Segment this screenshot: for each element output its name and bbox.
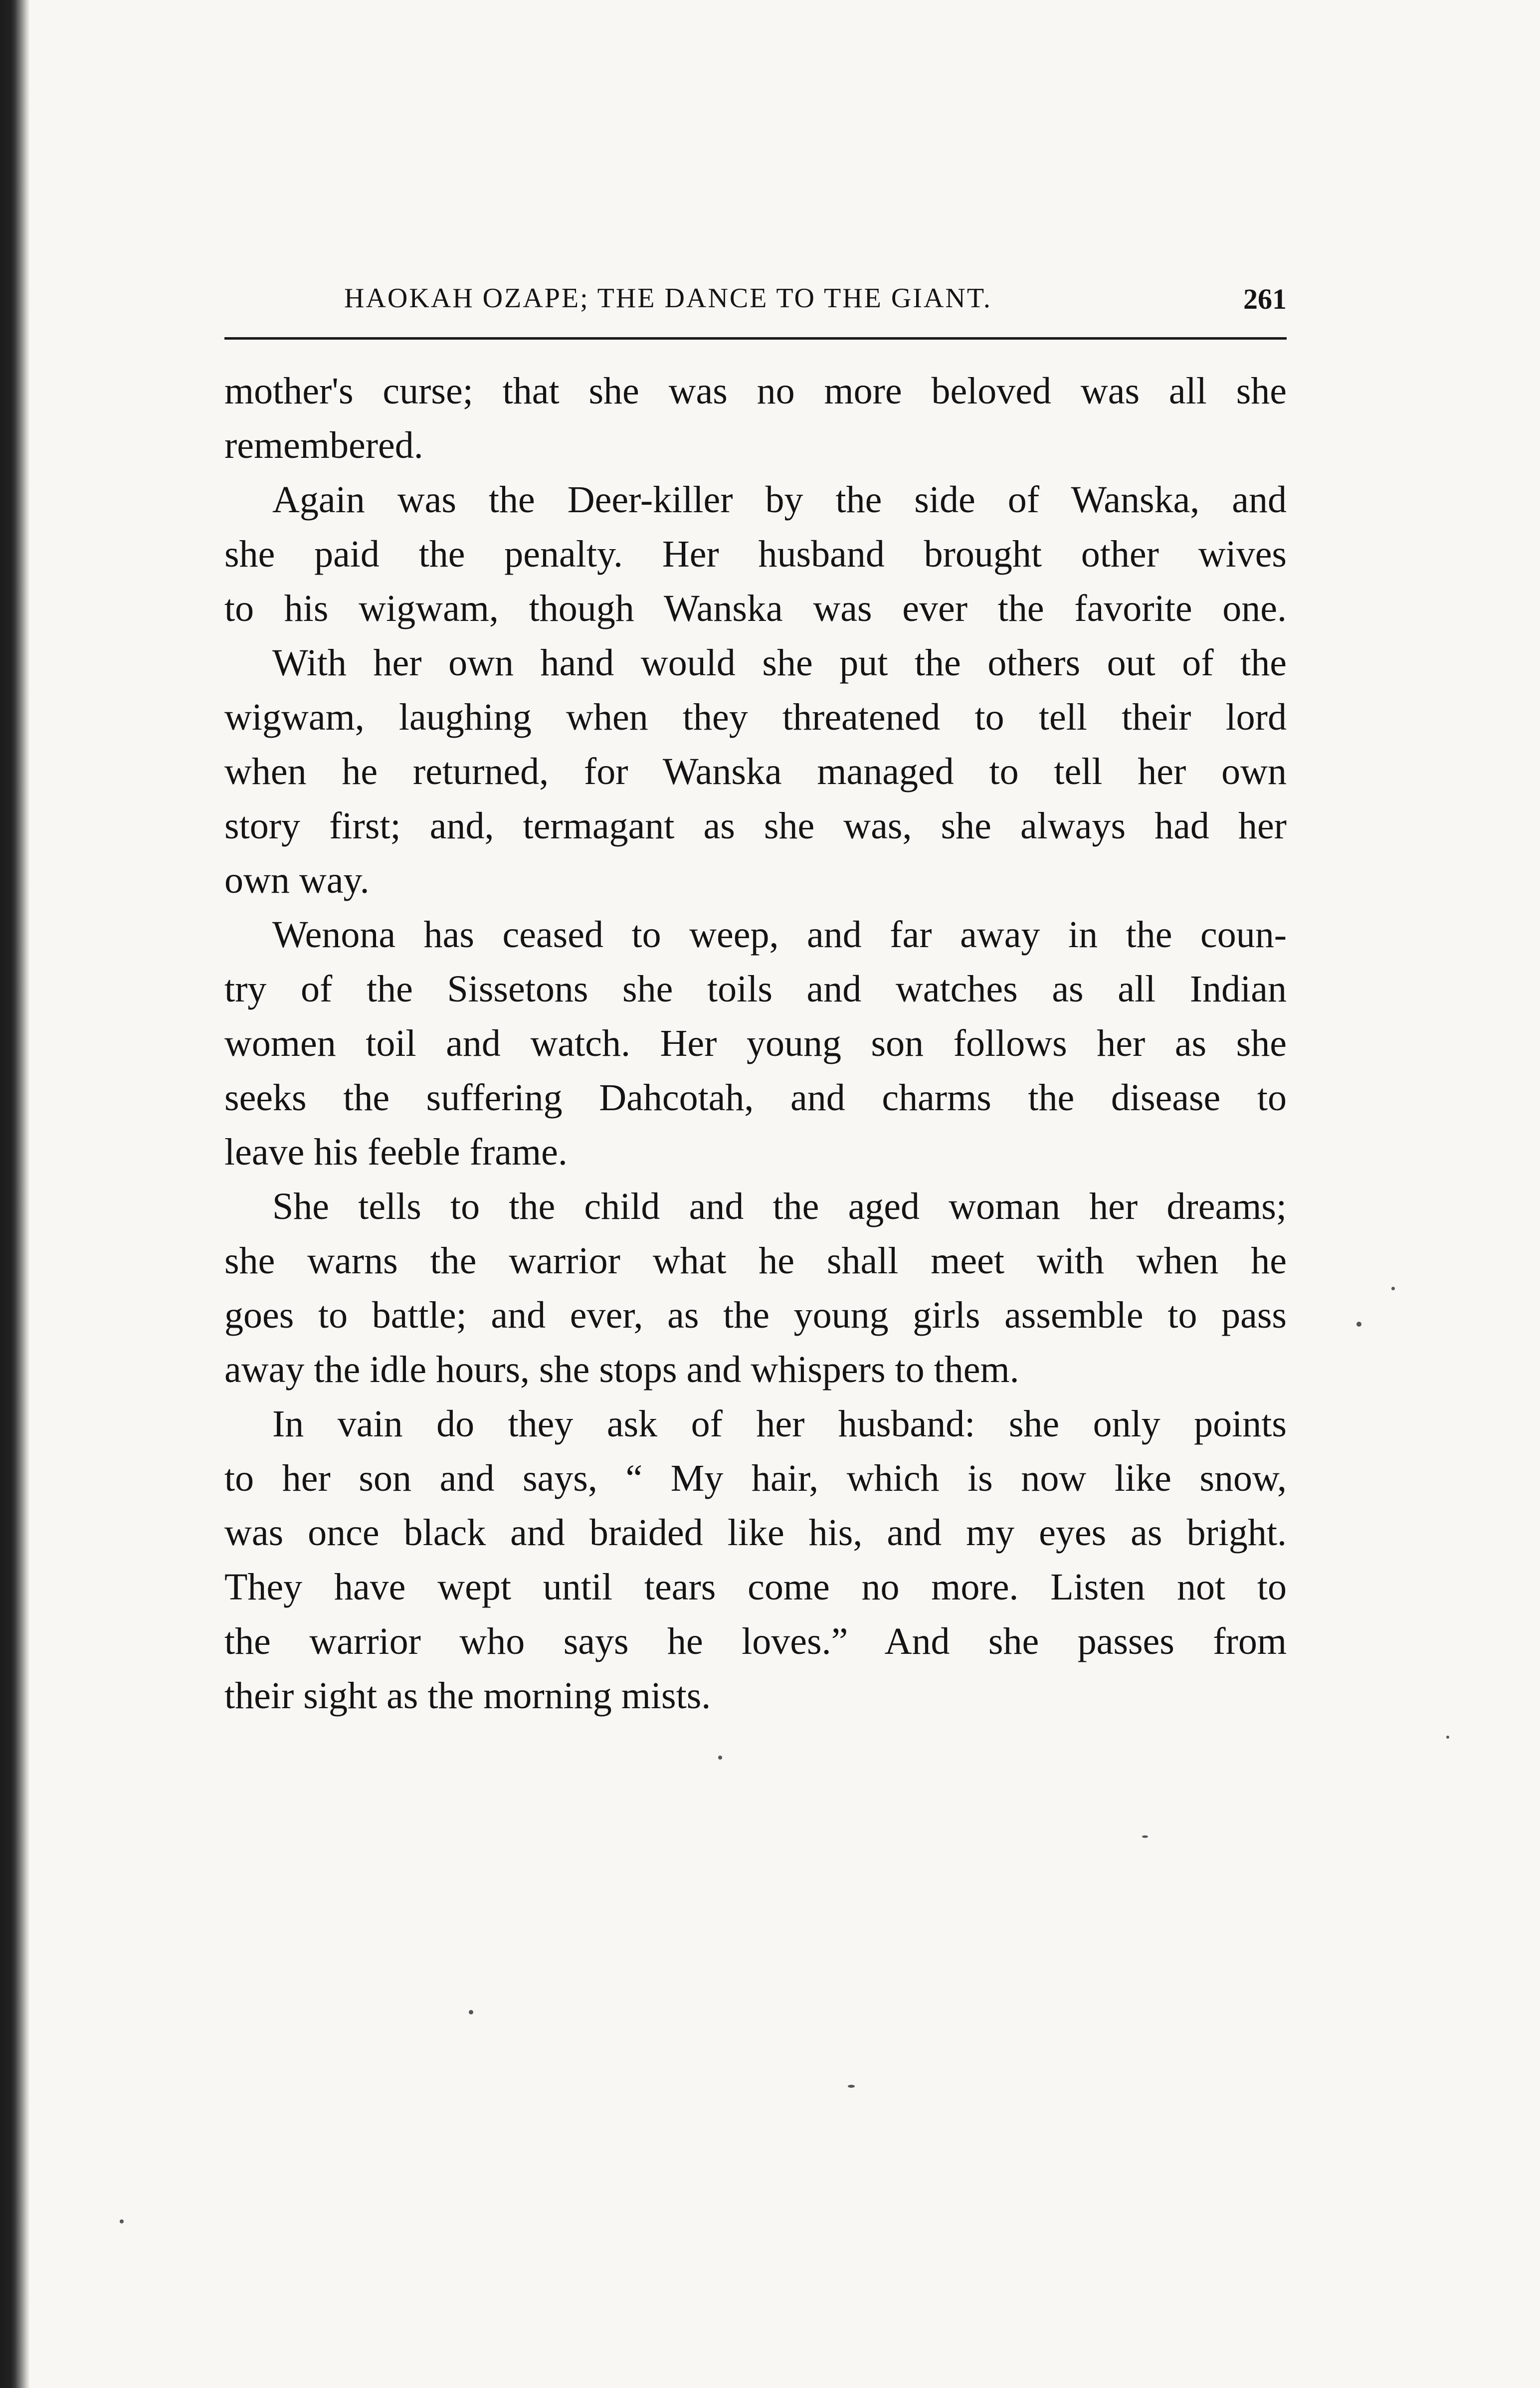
text-line: was once black and braided like his, and my eyes as bright. [224,1512,1287,1554]
running-head [224,269,1287,314]
text-line: women toil and watch. Her young son follows her as she [224,1022,1287,1064]
text-line: try of the Sissetons she toils and watches as all Indian [224,968,1287,1010]
text-line: goes to battle; and ever, as the young girls assemble to pass [224,1294,1287,1336]
text-line: wigwam, laughing when they threatened to tell their lord [224,696,1287,738]
text-line: Again was the Deer-killer by the side of Wanska, and [272,479,1287,521]
text-line: their sight as the morning mists. [224,1675,711,1717]
page-spine-shadow [0,0,30,2388]
text-line: Wenona has ceased to weep, and far away in the coun- [272,914,1287,956]
paper-speck [718,1756,722,1760]
text-line: remembered. [224,424,423,466]
running-head-title: HAOKAH OZAPE; THE DANCE TO THE GIANT. [344,283,992,314]
paper-speck [1391,1287,1395,1290]
paper-speck [469,2010,473,2014]
text-line: to his wigwam, though Wanska was ever the favorite one. [224,588,1287,629]
text-line: own way. [224,859,370,901]
text-line: when he returned, for Wanska managed to tell her own [224,751,1287,793]
text-line: story first; and, termagant as she was, she always had her [224,805,1287,847]
body-text [224,364,1287,1723]
page-number: 261 [1243,283,1287,315]
text-line: She tells to the child and the aged woman her dreams; [272,1186,1287,1227]
text-line: the warrior who says he loves.” And she passes from [224,1620,1287,1662]
text-line: mother's curse; that she was no more beloved was all she [224,370,1287,412]
paper-speck [120,2219,124,2223]
text-line: In vain do they ask of her husband: she only points [272,1403,1287,1445]
paper-speck [1356,1322,1361,1327]
header-rule [224,337,1287,340]
text-line: With her own hand would she put the others out of the [272,642,1287,684]
text-line: to her son and says, “ My hair, which is now like snow, [224,1457,1287,1499]
text-line: she warns the warrior what he shall meet with when he [224,1240,1287,1282]
paper-speck [1446,1736,1449,1739]
text-line: she paid the penalty. Her husband brought other wives [224,533,1287,575]
text-line: seeks the suffering Dahcotah, and charms the disease to [224,1077,1287,1119]
text-line: away the idle hours, she stops and whispers to them. [224,1349,1019,1391]
text-line: leave his feeble frame. [224,1131,568,1173]
paper-speck [848,2085,855,2088]
paper-speck [1142,1835,1148,1838]
text-line: They have wept until tears come no more. Listen not to [224,1566,1287,1608]
